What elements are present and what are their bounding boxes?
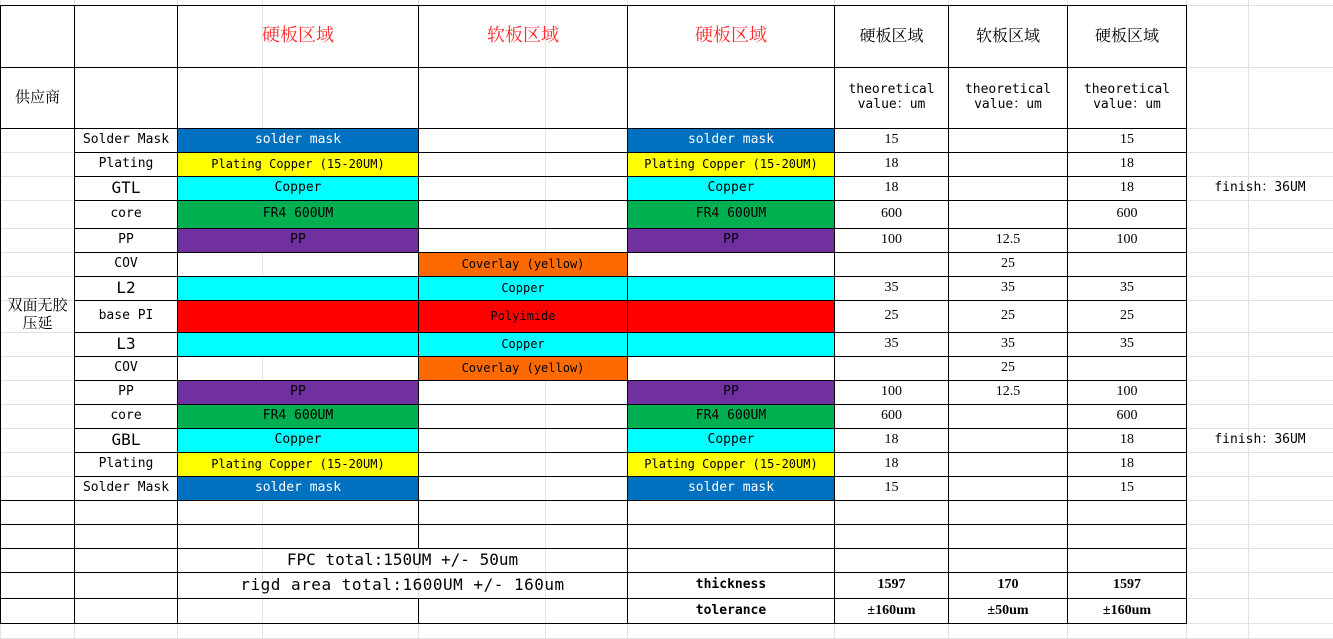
table-border <box>74 404 1187 405</box>
hard-left-layer[interactable]: FR4 600UM <box>178 405 418 428</box>
tolerance-v3[interactable]: ±160um <box>1102 602 1152 618</box>
hard-left-layer[interactable] <box>178 357 418 380</box>
soft-layer[interactable] <box>419 381 627 404</box>
table-border <box>74 276 1187 277</box>
value-soft[interactable] <box>949 477 1067 500</box>
gridline-vertical <box>1248 0 1249 638</box>
value-hard-right[interactable]: 25 <box>1120 308 1134 324</box>
theoretical-value-tv-col2[interactable]: theoretical value：um <box>964 82 1052 112</box>
layer-name[interactable]: L3 <box>116 334 136 354</box>
table-border <box>74 200 1187 201</box>
table-border <box>74 252 1187 253</box>
hard-left-layer[interactable]: Plating Copper (15-20UM) <box>178 153 418 176</box>
value-hard-left[interactable]: 100 <box>881 232 902 248</box>
value-hard-left[interactable]: 25 <box>884 308 899 324</box>
soft-layer[interactable]: Coverlay (yellow) <box>419 357 627 380</box>
table-border <box>1067 5 1068 624</box>
value-hard-left[interactable]: 100 <box>881 384 902 400</box>
header-hard-region-col1[interactable]: 硬板区域 <box>859 26 924 46</box>
hard-left-layer[interactable] <box>178 253 418 276</box>
table-border <box>74 428 1187 429</box>
table-border <box>0 548 1187 549</box>
layer-name[interactable]: Solder Mask <box>82 480 170 496</box>
table-border <box>627 5 628 624</box>
table-border <box>74 332 1187 333</box>
layer-name[interactable]: core <box>110 408 142 424</box>
hard-right-layer[interactable]: Plating Copper (15-20UM) <box>628 153 834 176</box>
hard-left-layer[interactable]: solder mask <box>178 477 418 500</box>
rigid-total[interactable]: rigd area total:1600UM +/- 160um <box>240 575 565 595</box>
finish-note[interactable]: finish：36UM <box>1214 180 1306 196</box>
value-soft[interactable]: 25 <box>1001 360 1015 376</box>
table-border <box>418 598 419 624</box>
value-hard-left[interactable]: 35 <box>884 336 899 352</box>
value-hard-left[interactable]: 600 <box>881 408 902 424</box>
value-hard-right[interactable] <box>1068 253 1186 276</box>
value-soft[interactable]: 35 <box>1001 336 1015 352</box>
table-border <box>0 524 1187 525</box>
value-hard-left[interactable]: 600 <box>881 206 902 222</box>
table-border <box>74 300 1187 301</box>
value-hard-right[interactable]: 15 <box>1120 480 1134 496</box>
soft-layer[interactable] <box>419 201 627 228</box>
layer-name[interactable]: GTL <box>111 178 141 198</box>
value-hard-right[interactable]: 15 <box>1120 132 1134 148</box>
layer-name[interactable]: COV <box>114 256 138 272</box>
layer-name[interactable]: Plating <box>98 456 154 472</box>
value-hard-right[interactable]: 35 <box>1120 280 1134 296</box>
hard-right-layer[interactable] <box>628 253 834 276</box>
value-soft[interactable] <box>949 405 1067 428</box>
value-hard-left[interactable]: 18 <box>884 180 899 196</box>
table-border <box>0 5 1 624</box>
soft-layer[interactable]: Copper <box>419 333 627 356</box>
soft-layer[interactable] <box>419 453 627 476</box>
hard-right-layer[interactable]: Copper <box>628 429 834 452</box>
hard-left-layer[interactable]: PP <box>178 229 418 252</box>
table-border <box>0 598 1187 599</box>
layer-name[interactable]: Plating <box>98 156 154 172</box>
value-hard-right[interactable]: 18 <box>1120 180 1134 196</box>
hard-right-layer[interactable] <box>628 357 834 380</box>
value-hard-right[interactable]: 35 <box>1120 336 1134 352</box>
value-hard-right[interactable]: 18 <box>1120 432 1134 448</box>
tolerance-v2[interactable]: ±50um <box>987 602 1029 618</box>
layer-name[interactable]: Solder Mask <box>82 132 170 148</box>
hard-left-layer[interactable]: FR4 600UM <box>178 201 418 228</box>
header-soft-region[interactable]: 软板区域 <box>487 25 559 47</box>
layer-name[interactable]: COV <box>114 360 138 376</box>
thickness-v3[interactable]: 1597 <box>1113 577 1141 593</box>
value-hard-left[interactable]: 15 <box>884 132 899 148</box>
value-soft[interactable]: 35 <box>1001 280 1015 296</box>
value-hard-right[interactable]: 18 <box>1120 156 1134 172</box>
hard-left-layer[interactable]: solder mask <box>178 129 418 152</box>
value-hard-left[interactable]: 18 <box>884 456 899 472</box>
hard-right-layer[interactable]: PP <box>628 229 834 252</box>
soft-layer[interactable] <box>419 129 627 152</box>
layer-name[interactable]: base PI <box>98 308 154 324</box>
value-hard-left[interactable]: 15 <box>884 480 899 496</box>
value-hard-left[interactable] <box>835 357 948 380</box>
hard-left-layer[interactable]: Plating Copper (15-20UM) <box>178 453 418 476</box>
value-soft[interactable] <box>949 453 1067 476</box>
hard-left-layer[interactable] <box>178 277 418 300</box>
tolerance-v1[interactable]: ±160um <box>867 602 916 618</box>
value-soft[interactable] <box>949 177 1067 200</box>
table-border <box>74 152 1187 153</box>
value-soft[interactable]: 12.5 <box>995 232 1021 248</box>
thickness-v2[interactable]: 170 <box>997 577 1019 593</box>
table-border <box>0 572 1187 573</box>
value-soft[interactable]: 12.5 <box>995 384 1021 400</box>
supplier-label[interactable]: 供应商 <box>14 88 60 107</box>
value-hard-right[interactable]: 100 <box>1116 232 1138 248</box>
value-soft[interactable] <box>949 201 1067 228</box>
value-hard-left[interactable] <box>835 253 948 276</box>
hard-left-layer[interactable]: Copper <box>178 429 418 452</box>
table-border <box>0 128 75 129</box>
table-border <box>948 5 949 624</box>
layer-name[interactable]: L2 <box>116 278 136 298</box>
value-soft[interactable] <box>949 153 1067 176</box>
hard-right-layer[interactable]: FR4 600UM <box>628 405 834 428</box>
header-soft-region-col2[interactable]: 软板区域 <box>975 26 1040 46</box>
table-border <box>0 128 1187 129</box>
soft-layer[interactable] <box>419 177 627 200</box>
value-hard-right[interactable]: 600 <box>1116 408 1138 424</box>
table-border <box>0 67 1187 68</box>
hard-left-layer[interactable]: PP <box>178 381 418 404</box>
table-border <box>74 176 1187 177</box>
soft-layer[interactable]: Copper <box>419 277 627 300</box>
layer-name[interactable]: core <box>110 206 142 222</box>
hard-right-layer[interactable]: solder mask <box>628 129 834 152</box>
layer-name[interactable]: GBL <box>111 430 141 450</box>
value-soft[interactable] <box>949 429 1067 452</box>
header-hard-region-col3[interactable]: 硬板区域 <box>1094 26 1159 46</box>
soft-layer[interactable] <box>419 429 627 452</box>
hard-right-layer[interactable]: PP <box>628 381 834 404</box>
theoretical-value-tv-col1[interactable]: theoretical value：um <box>848 82 935 112</box>
table-border <box>418 5 419 549</box>
value-hard-left[interactable]: 18 <box>884 156 899 172</box>
table-border <box>74 5 75 624</box>
thickness-v1[interactable]: 1597 <box>877 577 906 593</box>
value-hard-right[interactable]: 100 <box>1116 384 1138 400</box>
hard-right-layer[interactable]: Plating Copper (15-20UM) <box>628 453 834 476</box>
soft-layer[interactable] <box>419 153 627 176</box>
soft-layer[interactable] <box>419 477 627 500</box>
table-border <box>0 623 1187 624</box>
value-soft[interactable]: 25 <box>1001 256 1015 272</box>
table-border <box>0 5 1187 6</box>
theoretical-value-tv-col3[interactable]: theoretical value：um <box>1083 82 1171 112</box>
soft-layer[interactable] <box>419 405 627 428</box>
table-border <box>834 5 835 624</box>
value-hard-right[interactable]: 600 <box>1116 206 1138 222</box>
table-border <box>74 476 1187 477</box>
layer-name[interactable]: PP <box>118 232 134 248</box>
table-border <box>74 380 1187 381</box>
header-hard-region-left[interactable]: 硬板区域 <box>262 25 334 47</box>
soft-layer[interactable]: Coverlay (yellow) <box>419 253 627 276</box>
hard-right-layer[interactable] <box>628 301 834 332</box>
hard-right-layer[interactable]: FR4 600UM <box>628 201 834 228</box>
table-border <box>74 452 1187 453</box>
value-soft[interactable] <box>949 129 1067 152</box>
value-soft[interactable]: 25 <box>1001 308 1015 324</box>
table-border <box>1186 5 1187 624</box>
table-border <box>177 5 178 624</box>
layer-name[interactable]: PP <box>118 384 134 400</box>
soft-layer[interactable]: Polyimide <box>419 301 627 332</box>
table-border <box>74 228 1187 229</box>
hard-left-layer[interactable]: Copper <box>178 177 418 200</box>
finish-note[interactable]: finish：36UM <box>1214 432 1306 448</box>
table-border <box>74 500 1187 501</box>
fpc-total[interactable]: FPC total:150UM +/- 50um <box>286 550 519 570</box>
side-label[interactable]: 双面无胶压延 <box>7 296 68 332</box>
hard-left-layer[interactable] <box>178 301 418 332</box>
thickness-label[interactable]: thickness <box>695 577 767 593</box>
tolerance-label[interactable]: tolerance <box>695 602 767 618</box>
hard-left-layer[interactable] <box>178 333 418 356</box>
value-hard-left[interactable]: 18 <box>884 432 899 448</box>
soft-layer[interactable] <box>419 229 627 252</box>
hard-right-layer[interactable]: solder mask <box>628 477 834 500</box>
value-hard-right[interactable] <box>1068 357 1186 380</box>
table-border <box>74 356 1187 357</box>
table-border <box>0 500 75 501</box>
hard-right-layer[interactable]: Copper <box>628 177 834 200</box>
hard-right-layer[interactable] <box>628 333 834 356</box>
hard-right-layer[interactable] <box>628 277 834 300</box>
value-hard-right[interactable]: 18 <box>1120 456 1134 472</box>
header-hard-region-right[interactable]: 硬板区域 <box>695 25 767 47</box>
value-hard-left[interactable]: 35 <box>884 280 899 296</box>
